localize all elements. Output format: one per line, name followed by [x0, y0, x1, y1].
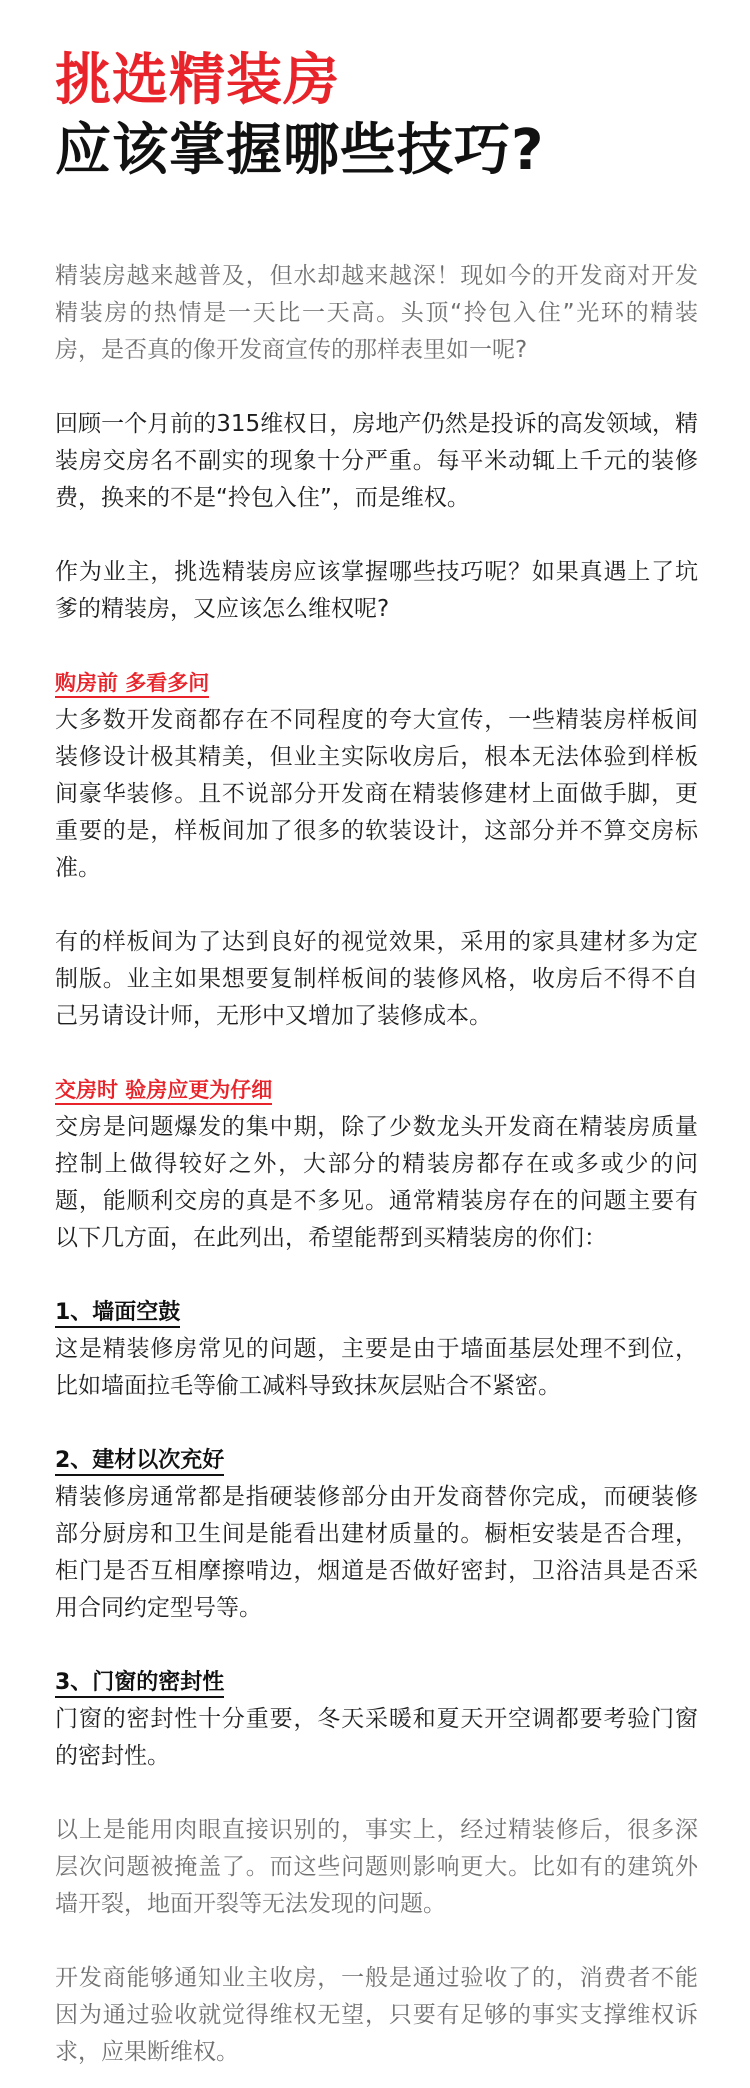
- title-line-2: 应该掌握哪些技巧?: [55, 118, 545, 183]
- article-title: [55, 46, 698, 186]
- intro-paragraph-2: 回顾一个月前的315维权日，房地产仍然是投诉的高发领域，精装房交房名不副实的现象十分严重。每平米动辄上千元的装修费，换来的不是“拎包入住”，而是维权。: [55, 411, 698, 511]
- item-text-wall-hollowing: 这是精装修房常见的问题，主要是由于墙面基层处理不到位，比如墙面拉毛等偷工减料导致抹灰层贴合不紧密。: [55, 1336, 698, 1399]
- section-heading-at-handover: 交房时 验房应更为仔细: [55, 1072, 698, 1109]
- item-heading-inferior-materials: 2、建材以次充好: [55, 1442, 698, 1479]
- title-line-1: 挑选精装房: [55, 48, 340, 113]
- section-heading-before-purchase: 购房前 多看多问: [55, 665, 698, 702]
- section1-paragraph-1: 大多数开发商都存在不同程度的夸大宣传，一些精装房样板间装修设计极其精美，但业主实际收房后，根本无法体验到样板间豪华装修。且不说部分开发商在精装修建材上面做手脚，更重要的是，样板间加了很多的软装设计，这部分并不算交房标准。: [55, 707, 698, 881]
- section2-intro: 交房是问题爆发的集中期，除了少数龙头开发商在精装房质量控制上做得较好之外，大部分的精装房都存在或多或少的问题，能顺利交房的真是不多见。通常精装房存在的问题主要有以下几方面，在此列出，希望能帮到买精装房的你们：: [55, 1114, 698, 1251]
- item-heading-wall-hollowing: 1、墙面空鼓: [55, 1294, 698, 1331]
- section1-paragraph-2: 有的样板间为了达到良好的视觉效果，采用的家具建材多为定制版。业主如果想要复制样板间的装修风格，收房后不得不自己另请设计师，无形中又增加了装修成本。: [55, 929, 698, 1029]
- item-text-inferior-materials: 精装修房通常都是指硬装修部分由开发商替你完成，而硬装修部分厨房和卫生间是能看出建材质量的。橱柜安装是否合理，柜门是否互相摩擦啃边，烟道是否做好密封，卫浴洁具是否采用合同约定型号等。: [55, 1484, 698, 1621]
- intro-paragraph-3: 作为业主，挑选精装房应该掌握哪些技巧呢？如果真遇上了坑爹的精装房，又应该怎么维权呢?: [55, 559, 698, 622]
- outro-paragraph-2: 开发商能够通知业主收房，一般是通过验收了的，消费者不能因为通过验收就觉得维权无望，只要有足够的事实支撑维权诉求，应果断维权。: [55, 1965, 698, 2065]
- intro-paragraph-1: 精装房越来越普及，但水却越来越深！现如今的开发商对开发精装房的热情是一天比一天高。头顶“拎包入住”光环的精装房，是否真的像开发商宣传的那样表里如一呢?: [55, 263, 698, 363]
- item-heading-window-sealing: 3、门窗的密封性: [55, 1664, 698, 1701]
- item-text-window-sealing: 门窗的密封性十分重要，冬天采暖和夏天开空调都要考验门窗的密封性。: [55, 1706, 698, 1769]
- outro-paragraph-1: 以上是能用肉眼直接识别的，事实上，经过精装修后，很多深层次问题被掩盖了。而这些问题则影响更大。比如有的建筑外墙开裂，地面开裂等无法发现的问题。: [55, 1817, 698, 1917]
